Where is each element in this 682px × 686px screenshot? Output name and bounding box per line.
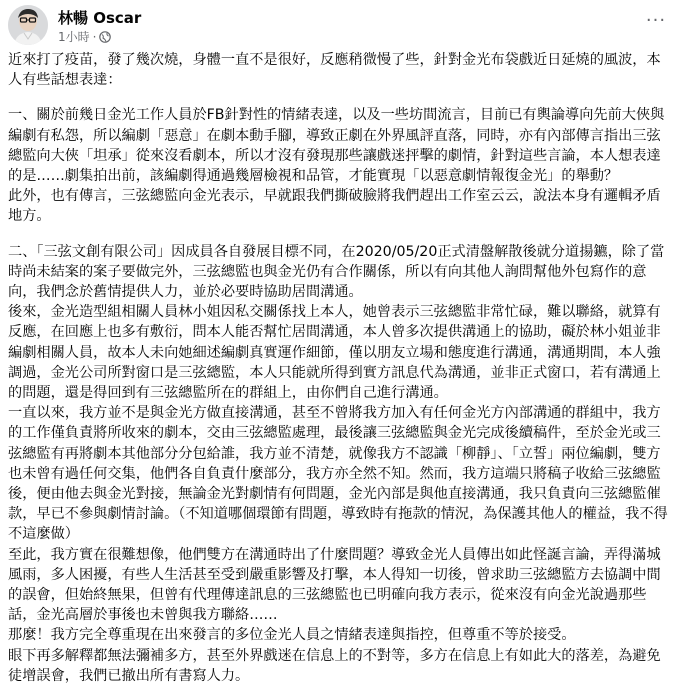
post-paragraph-1: 近來打了疫苗，發了幾次燒，身體一直不是很好，反應稍微慢了些，針對金光布袋戲近日延燒的風波，本人有些話想表達： (8, 52, 661, 89)
post-meta (58, 28, 111, 45)
post-paragraph-2: 一、關於前幾日金光工作人員於FB針對性的情緒表達，以及一些坊間流言，目前已有輿論導向先前大俠與編劇有私怨，所以編劇「惡意」在劇本動手腳，導致正劇在外界風評直落，同時，亦有內部傳言指出三弦總監向大俠「坦承」從來沒看劇本，所以才沒有發現那些讓戲迷抨擊的劇情，針對這些言論，本人想表達的是……劇集拍出前，該編劇得通過幾層檢視和品管，才能實現「以惡意劇情報復金光」的舉動？ (8, 107, 665, 185)
avatar[interactable] (8, 5, 48, 45)
post-paragraph-8: 那麼！我方完全尊重現在出來發言的多位金光人員之情緒表達與指控，但尊重不等於接受。 (8, 627, 576, 644)
meta-separator: · (92, 29, 97, 44)
author-name[interactable]: 林暢 Oscar (58, 9, 142, 27)
post-paragraph-6: 一直以來，我方並不是與金光方做直接溝通，甚至不曾將我方加入有任何金光方內部溝通的群組中，我方的工作僅負責將所收來的劇本，交由三弦總監處理，最後讓三弦總監與金光完成後續稿件，至於金光或三弦總監有再將劇本其他部分分包給誰，我方並不清楚，就像我方不認識「柳靜」、「立誓」兩位編劇，雙方也未曾有過任何交集，他們各自負責什麼部分，我方亦全然不知。然而，我方這端只將稿子收給三弦總監後，便由他去與金光對接，無論金光對劇情有何問題，金光內部是與他直接溝通，我只負責向三弦總監催款，早已不參與劇情討論。（不知道哪個環節有問題，導致時有拖款的情況，為保護其他人的權益，我不得不這麼做） (8, 405, 668, 543)
post-paragraph-9: 眼下再多解釋都無法彌補多方，甚至外界戲迷在信息上的不對等，多方在信息上有如此大的落差，為避免徒增誤會，我們已撤出所有書寫人力。 (8, 647, 661, 684)
globe-icon (99, 31, 111, 43)
post-time[interactable]: 1小時 (58, 30, 90, 44)
post-paragraph-7: 至此，我方實在很難想像，他們雙方在溝通時出了什麼問題？導致金光人員傳出如此怪誕言論，弄得滿城風雨，多人困擾，有些人生活甚至受到嚴重影響及打擊，本人得知一切後，曾求助三弦總監方去協調中間的誤會，但始終無果，但曾有代理傳達訊息的三弦總監也已明確向我方表示，從來沒有向金光說過那些話，金光高層於事後也未曾與我方聯絡…… (8, 546, 661, 624)
avatar-image (8, 5, 48, 45)
post-paragraph-5: 後來，金光造型組相關人員林小姐因私交關係找上本人，她曾表示三弦總監非常忙碌，難以聯絡，就算有反應，在回應上也多有敷衍，問本人能否幫忙居間溝通，本人曾多次提供溝通上的協助，礙於林小姐並非編劇相關人員，故本人未向她細述編劇真實運作細節，僅以朋友立場和態度進行溝通，溝通期間，本人強調過，金光公司所對窗口是三弦總監，本人只能就所得到實方訊息代為溝通，並非正式窗口，若有溝通上的問題，還是得回到有三弦總監所在的群組上，由你們自己進行溝通。 (8, 304, 661, 402)
post-paragraph-4: 二、「三弦文創有限公司」因成員各自發展目標不同，在2020/05/20正式清盤解散後就分道揚鑣，除了當時尚未結案的案子要做完外，三弦總監也與金光仍有合作關係，所以有向其他人詢問幫他外包寫作的意向，我們念於舊情提供人力，並於必要時協助居間溝通。 (8, 243, 665, 301)
post-header (0, 0, 682, 50)
more-options-icon[interactable]: ··· (645, 9, 667, 31)
post-paragraph-3: 此外，也有傳言，三弦總監向金光表示，早就跟我們撕破臉將我們趕出工作室云云，說法本身有邏輯矛盾地方。 (8, 188, 661, 225)
post-body (8, 50, 674, 686)
